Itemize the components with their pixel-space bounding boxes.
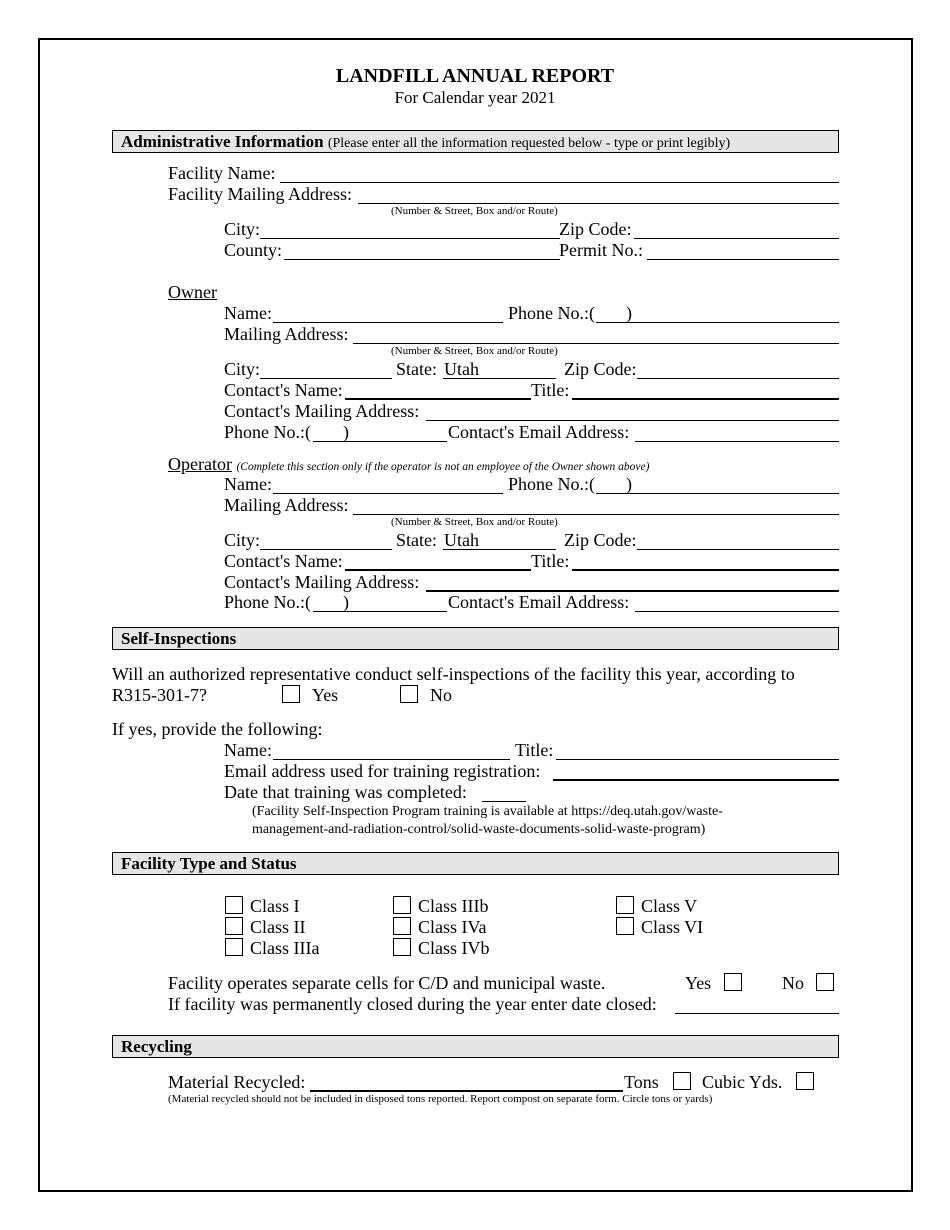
operator-phone-label: Phone No.:( [508, 474, 595, 494]
material-recycled-label: Material Recycled: [168, 1072, 306, 1092]
separate-cells-label: Facility operates separate cells for C/D and municipal waste. [168, 973, 606, 993]
owner-phone-field[interactable] [596, 322, 839, 323]
class-ii-label: Class II [250, 917, 306, 937]
recycling-note: (Material recycled should not be included in disposed tons reported. Report compost on separate form. Circle tons or yards) [168, 1093, 713, 1105]
owner-phone2-label: Phone No.:( [224, 422, 311, 442]
operator-phone2-close: ) [343, 592, 349, 612]
operator-state-field[interactable] [443, 549, 556, 550]
material-recycled-field[interactable] [310, 1090, 623, 1092]
facility-county-field[interactable] [284, 259, 560, 260]
document-subtitle: For Calendar year 2021 [394, 88, 556, 107]
self-inspections-section-header [112, 627, 839, 650]
owner-email-field[interactable] [635, 441, 839, 442]
owner-zip-label: Zip Code: [564, 359, 637, 379]
training-note-line2: management-and-radiation-control/solid-waste-documents-solid-waste-program) [252, 822, 706, 837]
separate-cells-no-checkbox[interactable] [816, 973, 834, 991]
recycling-header-title: Recycling [121, 1037, 192, 1056]
facility-address-hint: (Number & Street, Box and/or Route) [391, 205, 558, 217]
facility-type-header-title: Facility Type and Status [121, 854, 297, 873]
training-email-field[interactable] [553, 779, 839, 781]
owner-contact-name-field[interactable] [345, 398, 531, 400]
if-yes-label: If yes, provide the following: [112, 719, 323, 739]
closed-date-label: If facility was permanently closed during the year enter date closed: [168, 994, 657, 1014]
operator-city-label: City: [224, 530, 261, 550]
operator-name-label: Name: [224, 474, 272, 494]
class-ii-checkbox[interactable] [225, 917, 243, 935]
operator-title-label: Title: [531, 551, 570, 571]
owner-mailing-label: Mailing Address: [224, 324, 349, 344]
operator-address-hint: (Number & Street, Box and/or Route) [391, 516, 558, 528]
operator-email-field[interactable] [635, 611, 839, 612]
facility-city-field[interactable] [260, 238, 560, 239]
facility-county-label: County: [224, 240, 283, 260]
owner-state-field[interactable] [443, 378, 556, 379]
tons-checkbox[interactable] [673, 1072, 691, 1090]
class-iva-checkbox[interactable] [393, 917, 411, 935]
self-inspections-header-title: Self-Inspections [121, 629, 237, 648]
operator-mailing-label: Mailing Address: [224, 495, 349, 515]
owner-mailing-field[interactable] [353, 343, 839, 344]
owner-state-value: Utah [444, 359, 479, 379]
class-iva-label: Class IVa [418, 917, 487, 937]
facility-mailing-address-field[interactable] [358, 203, 839, 204]
class-i-checkbox[interactable] [225, 896, 243, 914]
facility-type-section-header [112, 852, 839, 875]
separate-cells-yes-checkbox[interactable] [724, 973, 742, 991]
facility-city-label: City: [224, 219, 261, 239]
training-date-label: Date that training was completed: [224, 782, 467, 802]
training-email-label: Email address used for training registration: [224, 761, 541, 781]
admin-header-note: (Please enter all the information requested below - type or print legibly) [327, 136, 731, 151]
operator-phone2-field[interactable] [313, 611, 447, 612]
tons-label: Tons [624, 1072, 659, 1092]
facility-name-label: Facility Name: [168, 163, 276, 183]
self-inspection-yes-label: Yes [312, 685, 339, 705]
operator-phone-field[interactable] [596, 493, 839, 494]
operator-state-value: Utah [444, 530, 479, 550]
owner-state-label: State: [396, 359, 437, 379]
self-inspection-question-line1: Will an authorized representative conduct self-inspections of the facility this year, according to [112, 664, 795, 684]
inspector-title-label: Title: [515, 740, 554, 760]
class-vi-label: Class VI [641, 917, 704, 937]
owner-email-label: Contact's Email Address: [448, 422, 630, 442]
owner-phone-label: Phone No.:( [508, 303, 595, 323]
admin-header-title: Administrative Information [121, 132, 324, 151]
operator-name-field[interactable] [273, 493, 503, 494]
owner-city-label: City: [224, 359, 261, 379]
recycling-section-header [112, 1035, 839, 1058]
training-note-line1: (Facility Self-Inspection Program training is available at https://deq.utah.gov/waste- [252, 804, 723, 819]
owner-name-label: Name: [224, 303, 272, 323]
class-iiib-checkbox[interactable] [393, 896, 411, 914]
operator-heading: Operator [168, 454, 232, 474]
class-v-checkbox[interactable] [616, 896, 634, 914]
operator-city-field[interactable] [260, 549, 392, 550]
operator-title-field[interactable] [572, 569, 839, 571]
operator-email-label: Contact's Email Address: [448, 592, 630, 612]
self-inspection-yes-checkbox[interactable] [282, 685, 300, 703]
class-vi-checkbox[interactable] [616, 917, 634, 935]
facility-name-field[interactable] [280, 182, 839, 183]
inspector-title-field[interactable] [556, 759, 839, 760]
separate-cells-no-label: No [782, 973, 804, 993]
cubic-yards-label: Cubic Yds. [702, 1072, 783, 1092]
facility-zip-field[interactable] [634, 238, 839, 239]
owner-title-label: Title: [531, 380, 570, 400]
closed-date-field[interactable] [675, 1013, 839, 1014]
operator-contact-name-label: Contact's Name: [224, 551, 343, 571]
operator-mailing-field[interactable] [353, 514, 839, 515]
training-date-field[interactable] [482, 801, 526, 802]
document-title: LANDFILL ANNUAL REPORT [335, 65, 615, 87]
operator-contact-name-field[interactable] [345, 569, 531, 571]
facility-permit-field[interactable] [647, 259, 839, 260]
owner-city-field[interactable] [260, 378, 392, 379]
operator-phone2-label: Phone No.:( [224, 592, 311, 612]
class-iiia-label: Class IIIa [250, 938, 320, 958]
owner-heading: Owner [168, 282, 217, 302]
operator-phone-close: ) [626, 474, 632, 494]
owner-name-field[interactable] [273, 322, 503, 323]
self-inspection-no-checkbox[interactable] [400, 685, 418, 703]
self-inspection-question-line2: R315-301-7? [112, 685, 207, 705]
class-iiia-checkbox[interactable] [225, 938, 243, 956]
cubic-yards-checkbox[interactable] [796, 1072, 814, 1090]
owner-contact-mailing-field[interactable] [426, 420, 839, 421]
class-i-label: Class I [250, 896, 300, 916]
operator-contact-mailing-label: Contact's Mailing Address: [224, 572, 420, 592]
owner-address-hint: (Number & Street, Box and/or Route) [391, 345, 558, 357]
operator-state-label: State: [396, 530, 437, 550]
operator-zip-label: Zip Code: [564, 530, 637, 550]
class-v-label: Class V [641, 896, 698, 916]
separate-cells-yes-label: Yes [685, 973, 712, 993]
facility-permit-label: Permit No.: [559, 240, 643, 260]
inspector-name-label: Name: [224, 740, 272, 760]
operator-note: (Complete this section only if the operator is not an employee of the Owner shown above) [236, 461, 650, 473]
class-iiib-label: Class IIIb [418, 896, 489, 916]
owner-phone-close: ) [626, 303, 632, 323]
admin-section-header [112, 130, 839, 153]
owner-contact-name-label: Contact's Name: [224, 380, 343, 400]
owner-phone2-close: ) [343, 422, 349, 442]
owner-zip-field[interactable] [637, 378, 839, 379]
facility-mailing-address-label: Facility Mailing Address: [168, 184, 352, 204]
inspector-name-field[interactable] [273, 759, 510, 760]
owner-contact-mailing-label: Contact's Mailing Address: [224, 401, 420, 421]
owner-title-field[interactable] [572, 398, 839, 400]
operator-zip-field[interactable] [637, 549, 839, 550]
self-inspection-no-label: No [430, 685, 452, 705]
class-ivb-label: Class IVb [418, 938, 490, 958]
owner-phone2-field[interactable] [313, 441, 447, 442]
facility-zip-label: Zip Code: [559, 219, 632, 239]
class-ivb-checkbox[interactable] [393, 938, 411, 956]
